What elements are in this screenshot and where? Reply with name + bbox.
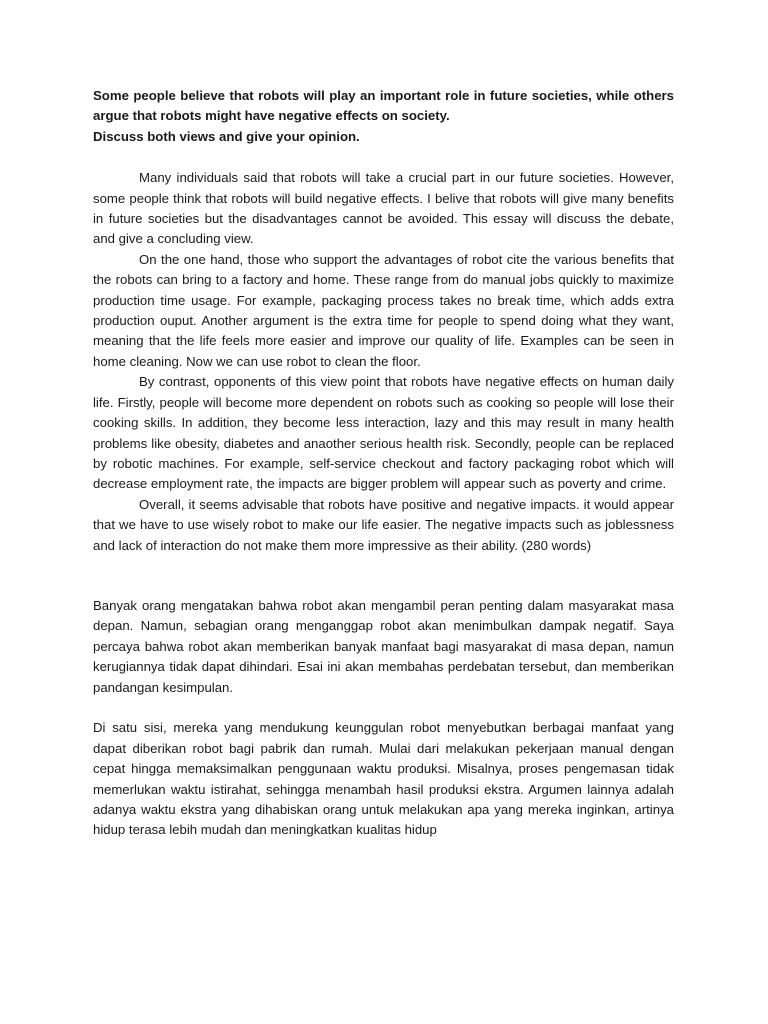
essay-prompt (93, 86, 674, 147)
indonesian-paragraph-advantages: Di satu sisi, mereka yang mendukung keunggulan robot menyebutkan berbagai manfaat yang dapat diberikan robot bagi pabrik dan rumah. Mulai dari melakukan pekerjaan manual dengan cepat hingga memaksimalkan penggunaan waktu produksi. Misalnya, proses pengemasan tidak memerlukan waktu istirahat, sehingga menambah hasil produksi ekstra. Argumen lainnya adalah adanya waktu ekstra yang dihabiskan orang untuk melakukan apa yang mereka inginkan, artinya hidup terasa lebih mudah dan meningkatkan kualitas hidup (93, 720, 674, 838)
essay-paragraph-conclusion: Overall, it seems advisable that robots have positive and negative impacts. it would appear that we have to use wisely robot to make our life easier. The negative impacts such as joblessness and lack of interaction do not make them more impressive as their ability. (280 words) (93, 496, 674, 553)
prompt-statement: Some people believe that robots will play an important role in future societies, while others argue that robots might have negative effects on society. (93, 88, 674, 124)
essay-english (93, 168, 674, 556)
essay-indonesian (93, 596, 674, 841)
essay-paragraph-advantages: On the one hand, those who support the advantages of robot cite the various benefits that the robots can bring to a factory and home. These range from do manual jobs quickly to maximize production time usage. For example, packaging process takes no break time, which adds extra production ouput. Another argument is the extra time for people to spend doing what they want, meaning that the life feels more easier and improve our quality of life. Examples can be seen in home cleaning. Now we can use robot to clean the floor. (93, 251, 674, 369)
essay-paragraph-disadvantages: By contrast, opponents of this view point that robots have negative effects on human daily life. Firstly, people will become more dependent on robots such as cooking so people will lose their cooking skills. In addition, they become less interaction, lazy and this may result in many health problems like obesity, diabetes and anaother serious health risk. Secondly, people can be replaced by robotic machines. For example, self-service checkout and factory packaging robot which will decrease employment rate, the impacts are bigger problem will appear such as poverty and crime. (93, 374, 674, 492)
indonesian-paragraph-introduction: Banyak orang mengatakan bahwa robot akan mengambil peran penting dalam masyarakat masa depan. Namun, sebagian orang menganggap robot akan menimbulkan dampak negatif. Saya percaya bahwa robot akan memberikan banyak manfaat bagi masyarakat di masa depan, namun kerugiannya tidak dapat dihindari. Esai ini akan membahas perdebatan tersebut, dan memberikan pandangan kesimpulan. (93, 597, 674, 695)
essay-paragraph-introduction: Many individuals said that robots will take a crucial part in our future societies. However, some people think that robots will build negative effects. I belive that robots will give many benefits in future societies but the disadvantages cannot be avoided. This essay will discuss the debate, and give a concluding view. (93, 170, 674, 247)
document-page (93, 86, 674, 841)
prompt-instruction: Discuss both views and give your opinion. (93, 128, 360, 144)
